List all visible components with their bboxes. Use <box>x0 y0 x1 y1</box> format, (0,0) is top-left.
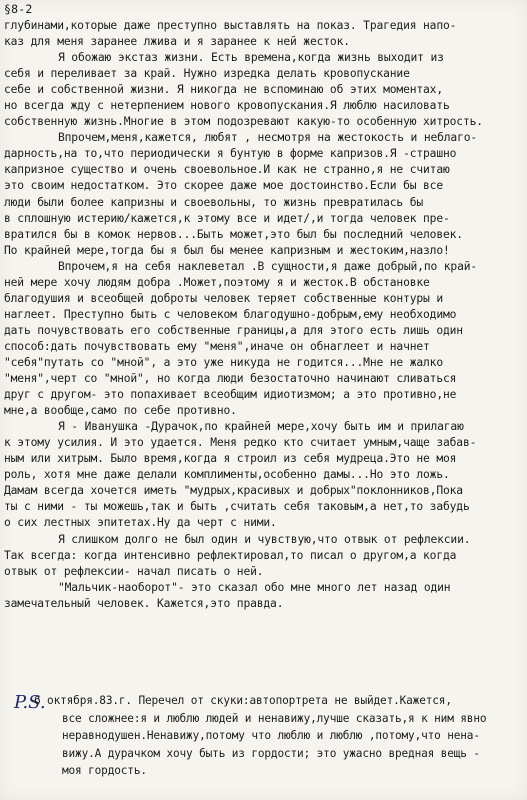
text-line: Я слишком долго не был один и чувствую,что отвык от рефлексии. <box>58 532 471 546</box>
text-line: мне,а вообще,само по себе противно. <box>4 404 237 418</box>
text-line: каз для меня заранее лжива и я заранее к ней жесток. <box>4 35 350 49</box>
text-line: к этому усилия. И это удается. Меня редко кто считает умным,чаще забав- <box>4 436 477 450</box>
text-line: "себя"путать со "мной", а это уже никуда не годится...Мне не жалко <box>4 355 443 369</box>
text-line: вратился бы в комок нервов...Быть может,это был бы последний человек. <box>4 227 463 241</box>
postscript-line: моя гордость. <box>62 764 147 777</box>
text-line: Дамам всегда хочется иметь "мудрых,красивых и добрых"поклонников,Пока <box>4 484 463 498</box>
text-line: дать почувствовать его собственные границы,а для этого есть лишь один <box>4 323 463 337</box>
postscript-line: 6 октября.83.г. Перечел от скуки:автопортрета не выйдет.Кажется, <box>34 694 452 707</box>
text-line: Впрочем,меня,кажется, любят , несмотря на жестокость и неблаго- <box>58 131 478 145</box>
postscript-line: неравнодушен.Ненавижу,потому что люблю и люблю ,потому,что нена- <box>62 729 480 742</box>
text-line: глубинами,которые даже преступно выставлять на показ. Трагедия напо- <box>4 19 457 32</box>
text-line: ты с ними - ты можешь,так и быть ,считать себя таковым,а нет,то забудь <box>4 500 470 514</box>
text-line: Я обожаю экстаз жизни. Есть времена,когда жизнь выходит из <box>58 51 444 65</box>
text-line: роль, хотя мне даже делали комплименты,особенно дамы...Но это ложь. <box>4 468 450 482</box>
postscript-text <box>34 692 524 780</box>
text-line: в сплошную истерию/кажется,к этому все и идет/,и тогда человек пре- <box>4 211 450 225</box>
body-text <box>4 18 524 612</box>
text-line: о сих лестных эпитетах.Ну да черт с ними. <box>4 516 277 530</box>
postscript-handwritten-mark: P.S. <box>14 692 46 713</box>
postscript-line: все сложнее:я и люблю людей и ненавижу,лучше сказать,я к ним явно <box>62 711 487 725</box>
text-line: себе и собственной жизни. Я никогда не вспоминаю об этих моментах, <box>4 83 443 97</box>
text-line: это своим недостатком. Это скорее даже мое достоинство.Если бы все <box>4 179 443 193</box>
text-line: капризное существо и очень своевольное.И как не странно,я не считаю <box>4 163 450 177</box>
text-line: друг с другом- это попахивает всеобщим идиотизмом; а это противно,не <box>4 388 457 402</box>
text-line: ней мере хочу людям добра .Может,поэтому я и жесток.В обстановке <box>4 275 430 289</box>
text-line: но всегда жду с нетерпением нового кровопускания.Я люблю насиловать <box>4 99 450 113</box>
text-line: Так всегда: когда интенсивно рефлектировал,то писал о другом,а когда <box>4 548 457 562</box>
text-line: люди были более капризны и своевольны, то жизнь превратилась бы <box>4 195 424 209</box>
text-line: "Мальчик-наоборот"- это сказал обо мне много лет назад один <box>58 580 451 594</box>
text-line: По крайней мере,тогда бы я был бы менее капризным и жестоким,назло! <box>4 243 450 257</box>
text-line: Впрочем,я на себя наклеветал .В сущности,я даже добрый,по край- <box>58 259 478 273</box>
page-number: §8-2 <box>4 2 33 16</box>
text-line: "меня",черт со "мной", но когда люди безостаточно начинают сливаться <box>4 372 457 386</box>
text-line: дарность,на то,что периодически я бунтую в форме капризов.Я -страшно <box>4 147 457 161</box>
postscript-line: вижу.А дурачком хочу быть из гордости; это ужасно вредная вещь - <box>62 746 480 760</box>
text-line: собственную жизнь.Многие в этом подозревают какую-то особенную хитрость. <box>4 115 483 129</box>
text-line: отвык от рефлексии- начал писать о ней. <box>4 564 264 578</box>
text-line: ным или хитрым. Было время,когда я строил из себя мудреца.Это не моя <box>4 452 457 466</box>
text-line: себя и переливает за край. Нужно изредка делать кровопускание <box>4 67 410 81</box>
text-line: замечательный человек. Кажется,это правда. <box>4 596 284 610</box>
text-line: способ:дать почувствовать ему "меня",иначе он обнаглеет и начнет <box>4 339 430 353</box>
text-line: Я - Иванушка -Дурачок,по крайней мере,хочу быть им и прилагаю <box>58 420 464 434</box>
text-line: наглеет. Преступно быть с человеком благодушно-добрым,ему необходимо <box>4 307 457 321</box>
text-line: благодушия и всеобщей доброты человек теряет собственные контуры и <box>4 291 443 305</box>
